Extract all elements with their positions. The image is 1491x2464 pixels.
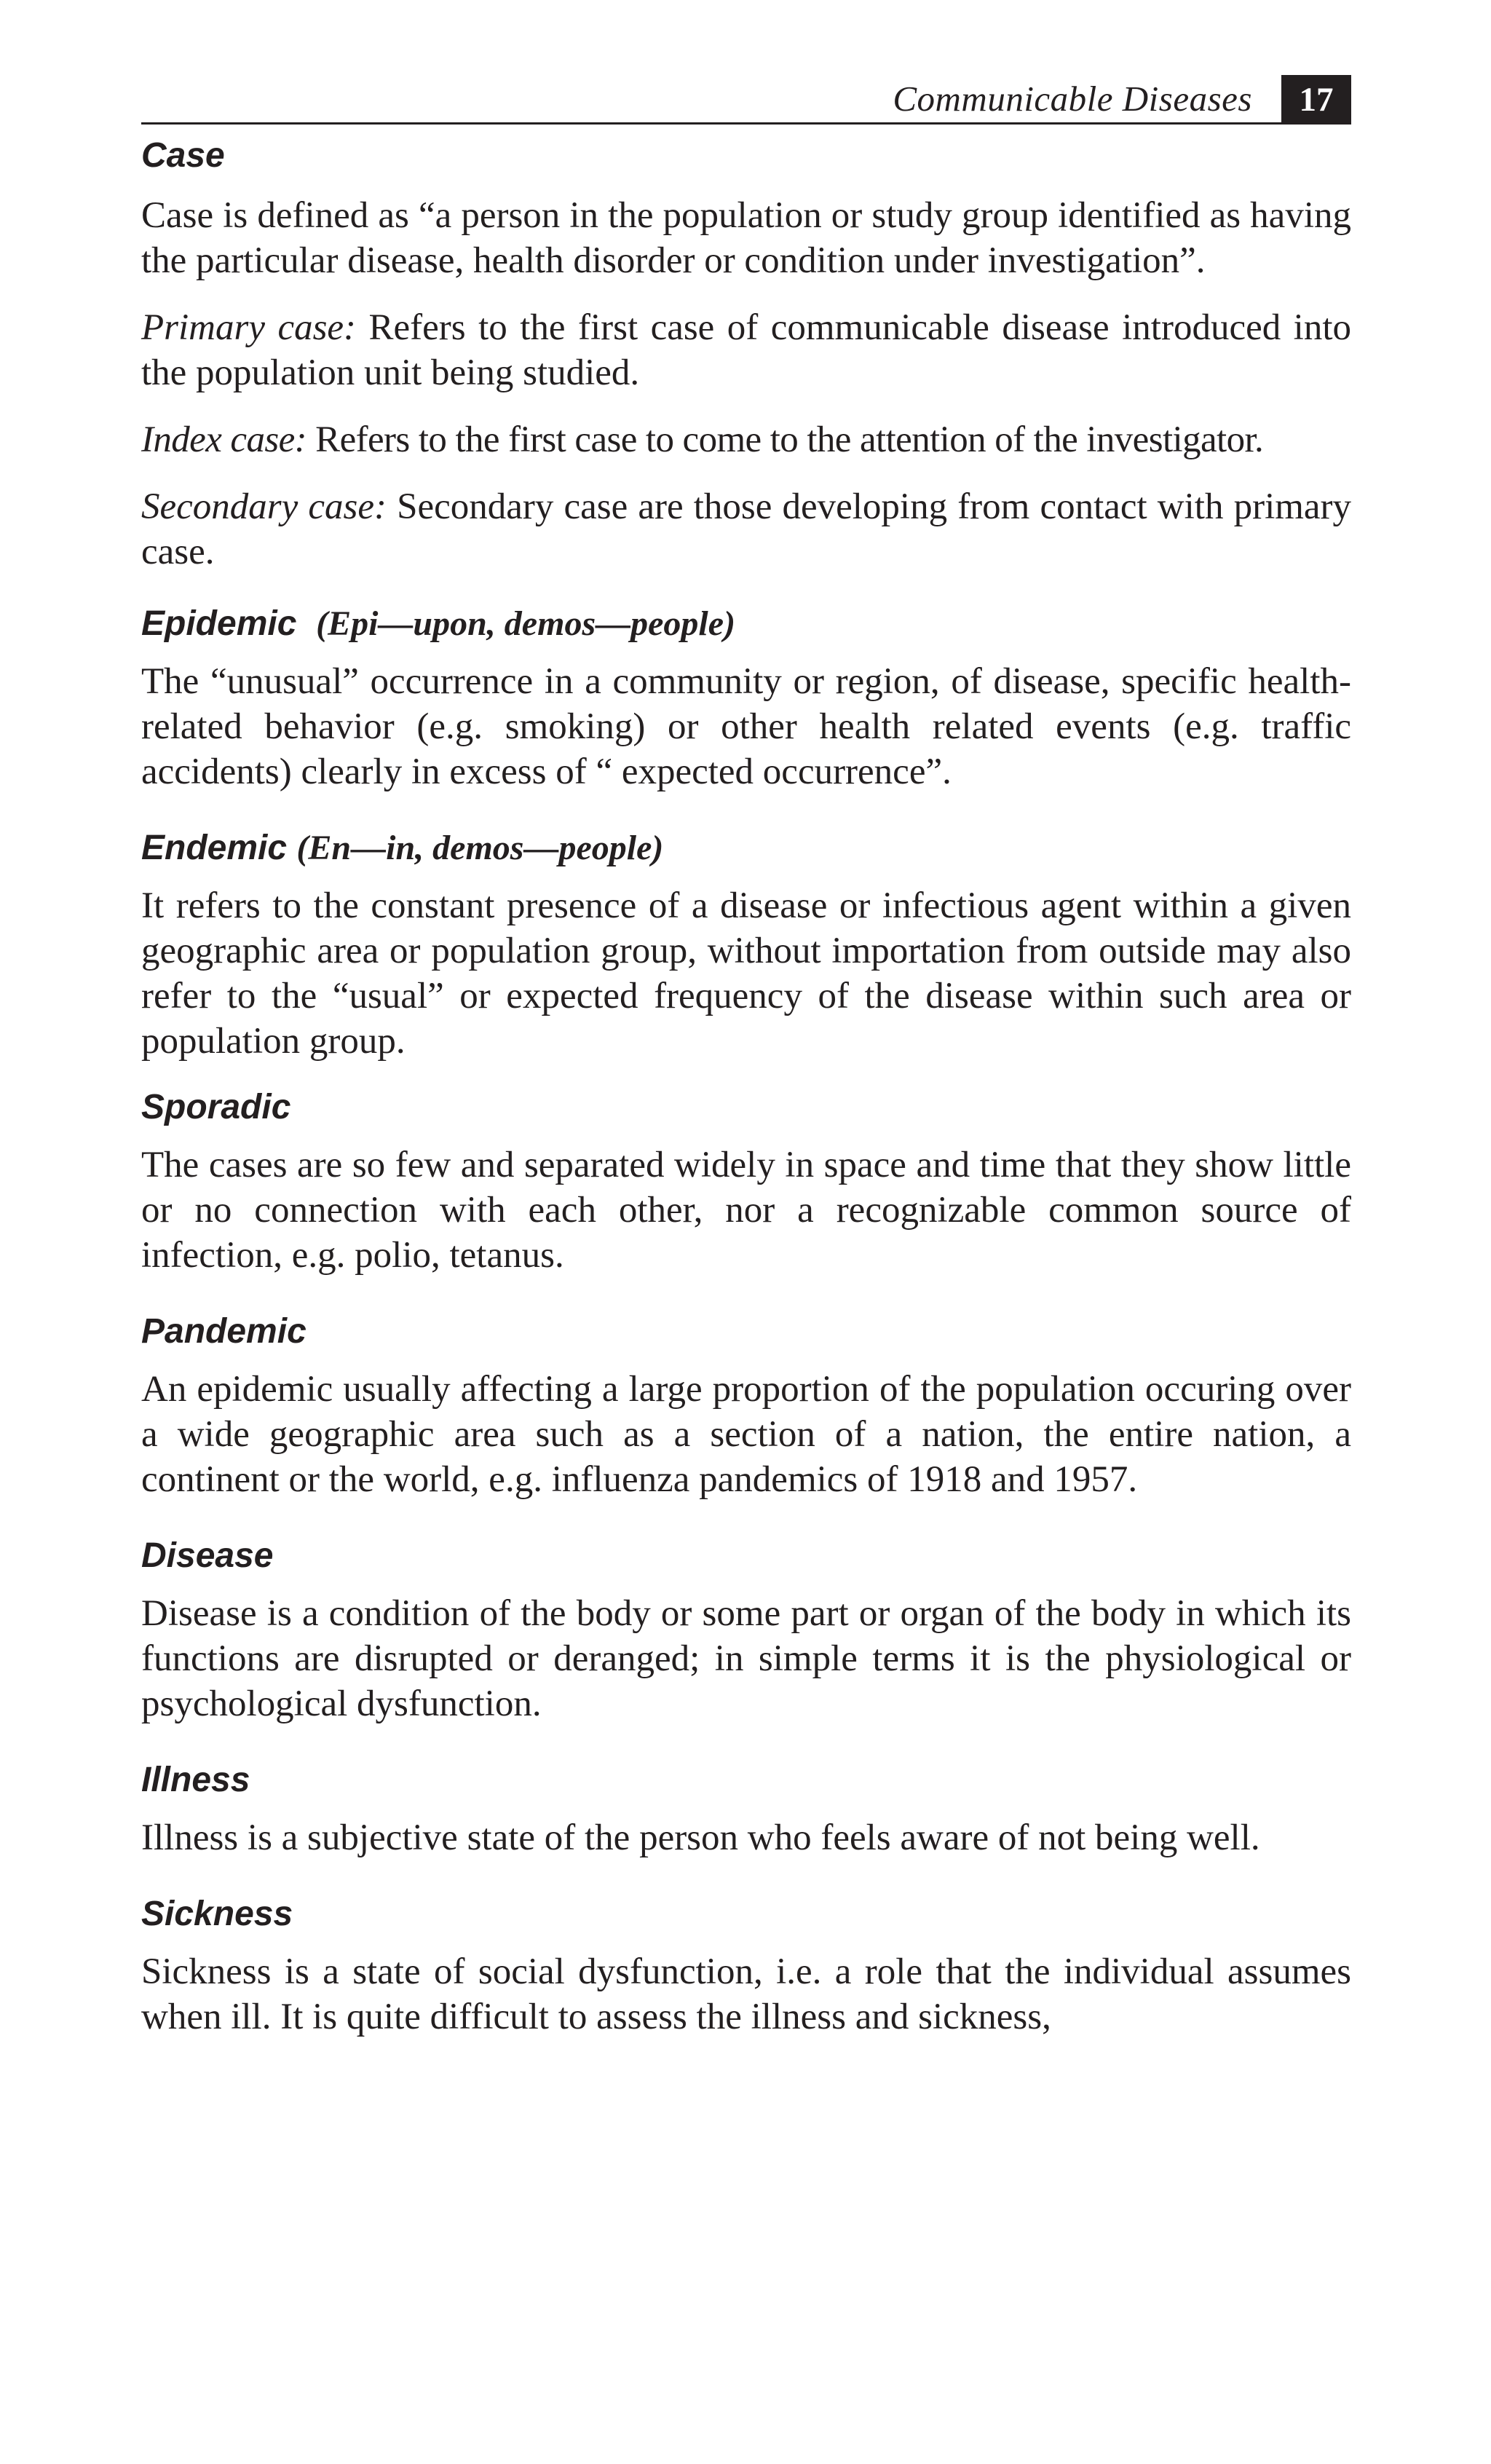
index-case-paragraph: Index case: Refers to the first case to come to the attention of the investigator. bbox=[141, 419, 1264, 460]
section-heading-pandemic: Pandemic bbox=[141, 1312, 306, 1351]
endemic-etymology: (En—in, demos—people) bbox=[296, 829, 664, 867]
index-case-term: Index case: bbox=[141, 419, 307, 460]
running-title: Communicable Diseases bbox=[893, 79, 1252, 119]
epidemic-etymology: (Epi—upon, demos—people) bbox=[316, 604, 736, 643]
pandemic-paragraph: An epidemic usually affecting a large proportion of the population occuring over a wide geographic area such as a section of a nation, the entire nation, a continent or the world, e.g. influenza pandemics of 1918 and 1957. bbox=[141, 1369, 1351, 1500]
book-page bbox=[141, 70, 1351, 2039]
primary-case-term: Primary case: bbox=[141, 307, 357, 348]
disease-paragraph: Disease is a condition of the body or some part or organ of the body in which its functions are disrupted or deranged; in simple terms it is the physiological or psychological dysfunction. bbox=[141, 1593, 1351, 1724]
sporadic-paragraph: The cases are so few and separated widely in space and time that they show little or no connection with each other, nor a recognizable common source of infection, e.g. polio, tetanus. bbox=[141, 1145, 1351, 1276]
sickness-paragraph: Sickness is a state of social dysfunction, i.e. a role that the individual assumes when ill. It is quite difficult to assess the illness and sickness, bbox=[141, 1951, 1351, 2037]
section-heading-sickness: Sickness bbox=[141, 1895, 293, 1933]
epidemic-paragraph: The “unusual” occurrence in a community or region, of disease, specific health-related behavior (e.g. smoking) or other health related events (e.g. traffic accidents) clearly in excess of “ expected occurrence”. bbox=[141, 661, 1351, 792]
section-heading-disease: Disease bbox=[141, 1536, 274, 1575]
endemic-paragraph: It refers to the constant presence of a disease or infectious agent within a given geographic area or population group, without importation from outside may also refer to the “usual” or expected frequency of the disease within such area or population group. bbox=[141, 885, 1351, 1062]
section-heading-endemic: Endemic (En—in, demos—people) bbox=[141, 829, 664, 867]
case-definition-paragraph: Case is defined as “a person in the population or study group identified as having the particular disease, health disorder or condition under investigation”. bbox=[141, 195, 1351, 281]
section-heading-sporadic: Sporadic bbox=[141, 1088, 291, 1126]
section-heading-illness: Illness bbox=[141, 1761, 250, 1799]
page-number-badge: 17 bbox=[1281, 75, 1351, 125]
running-header bbox=[141, 70, 1351, 125]
section-heading-epidemic: Epidemic (Epi—upon, demos—people) bbox=[141, 604, 736, 643]
section-heading-case: Case bbox=[141, 136, 225, 175]
illness-paragraph: Illness is a subjective state of the person who feels aware of not being well. bbox=[141, 1817, 1260, 1858]
secondary-case-term: Secondary case: bbox=[141, 486, 387, 527]
secondary-case-paragraph: Secondary case: Secondary case are those developing from contact with primary case. bbox=[141, 486, 1352, 572]
primary-case-paragraph: Primary case: Refers to the first case of communicable disease introduced into the population unit being studied. bbox=[141, 307, 1352, 393]
